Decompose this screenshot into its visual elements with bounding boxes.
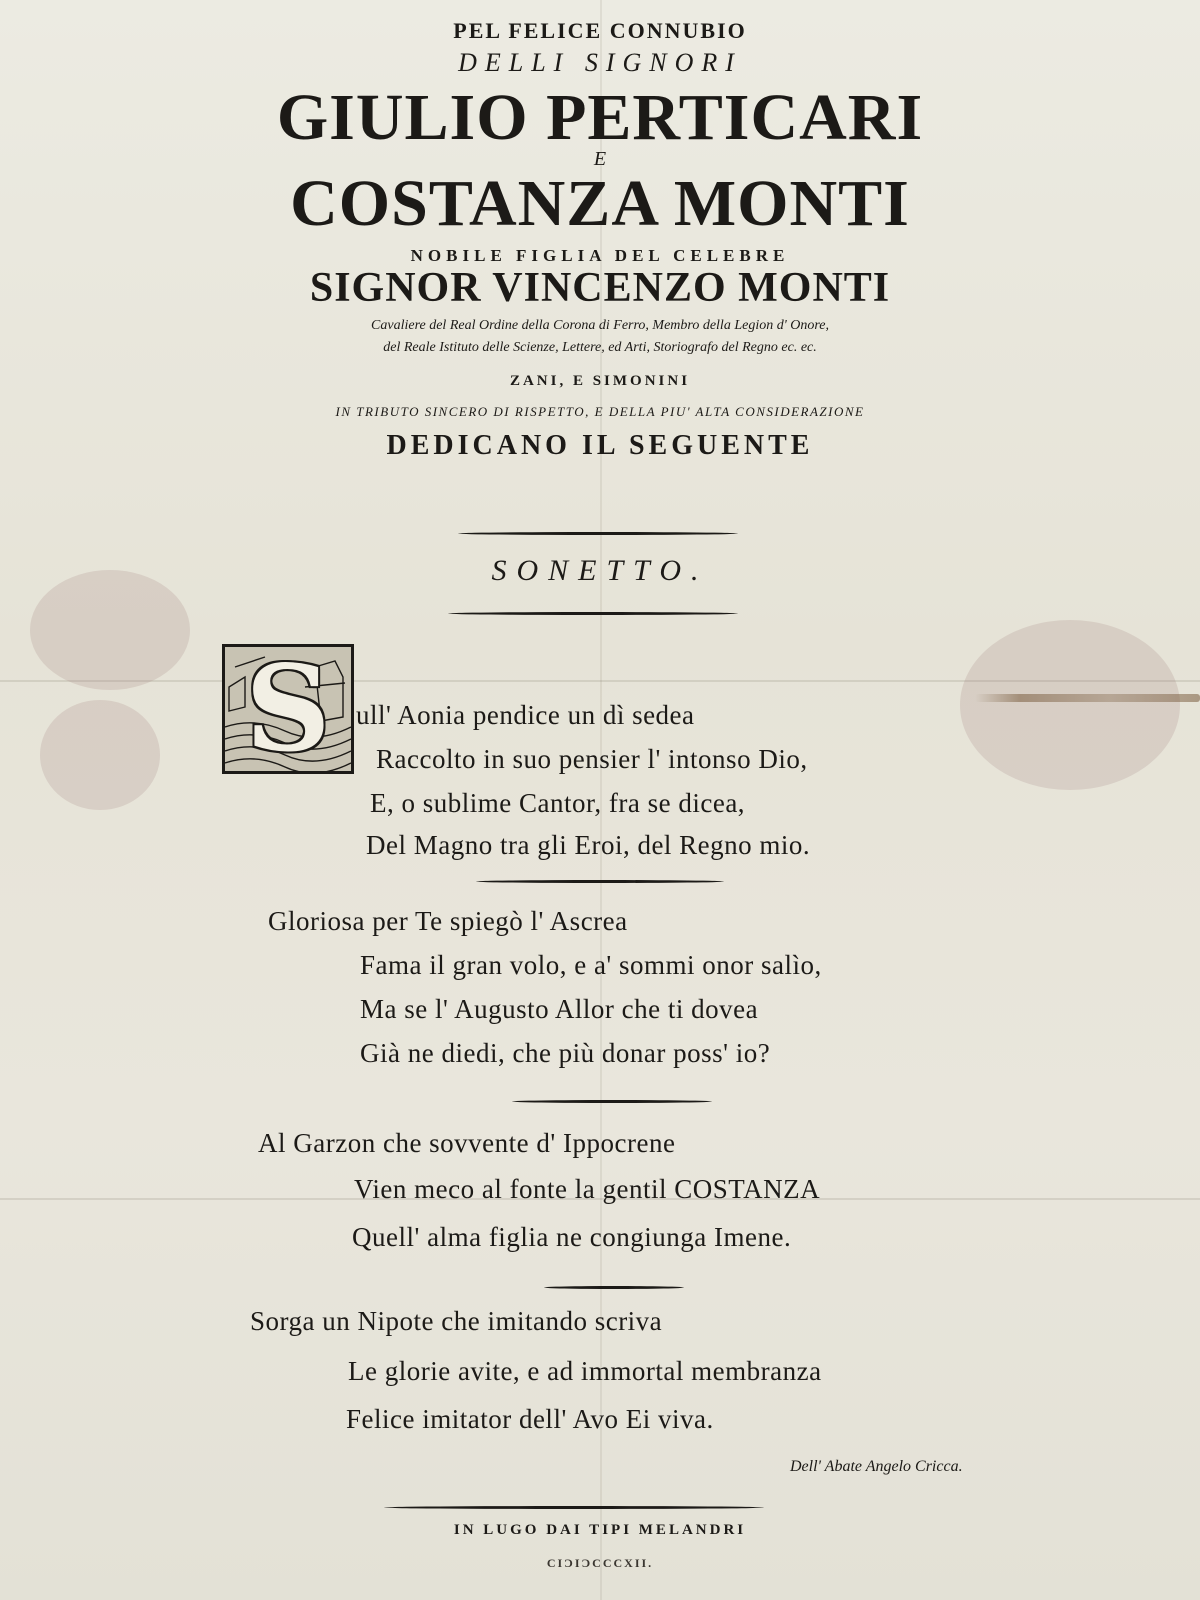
stanza-divider <box>512 1100 712 1103</box>
dedication-line: DEDICANO IL SEGUENTE <box>386 430 814 461</box>
initial-letter: S <box>245 644 331 774</box>
verse-line: Gloriosa per Te spiegò l' Ascrea <box>268 906 628 936</box>
verse-line: Ma se l' Augusto Allor che ti dovea <box>360 994 759 1024</box>
decorated-initial <box>222 644 354 774</box>
header-line-3: NOBILE FIGLIA DEL CELEBRE <box>410 246 790 265</box>
name-vincenzo-monti: SIGNOR VINCENZO MONTI <box>309 265 891 311</box>
verse-line: Del Magno tra gli Eroi, del Regno mio. <box>366 830 811 860</box>
titles-line-1: Cavaliere del Real Ordine della Corona di Ferro, Membro della Legion d' Onore, <box>371 318 829 333</box>
verse-line: Felice imitator dell' Avo Ei viva. <box>346 1404 714 1434</box>
verse-line: Sorga un Nipote che imitando scriva <box>250 1306 663 1336</box>
ornament-rule <box>448 612 738 615</box>
authors-line: ZANI, E SIMONINI <box>509 373 691 389</box>
verse-line: Vien meco al fonte la gentil COSTANZA <box>354 1174 821 1204</box>
verse-line: Fama il gran volo, e a' sommi onor salìo, <box>360 950 822 980</box>
stain <box>960 620 1180 790</box>
ornament-rule <box>458 532 738 535</box>
verse-line: Le glorie avite, e ad immortal membranza <box>348 1356 822 1386</box>
name-costanza-monti: COSTANZA MONTI <box>290 167 910 240</box>
author-signature: Dell' Abate Angelo Cricca. <box>790 1458 963 1475</box>
tribute-line: IN TRIBUTO SINCERO DI RISPETTO, E DELLA PIU' ALTA CONSIDERAZIONE <box>335 404 865 419</box>
footer-rule <box>384 1506 764 1509</box>
header-line-2: DELLI SIGNORI <box>458 48 742 77</box>
conjunction: E <box>593 148 607 170</box>
verse-line: ull' Aonia pendice un dì sedea <box>356 700 695 730</box>
imprint-year: CIƆIƆCCCXII. <box>546 1556 654 1570</box>
verse-line: Al Garzon che sovvente d' Ippocrene <box>258 1128 676 1158</box>
verse-line: Quell' alma figlia ne congiunga Imene. <box>352 1222 792 1252</box>
paper-tear <box>975 694 1200 702</box>
name-giulio-perticari: GIULIO PERTICARI <box>276 81 924 154</box>
printer-imprint: IN LUGO DAI TIPI MELANDRI <box>453 1522 747 1538</box>
titles-line-2: del Reale Istituto delle Scienze, Lettere, ed Arti, Storiografo del Regno ec. ec. <box>383 340 817 355</box>
stain <box>40 700 160 810</box>
stanza-divider <box>476 880 724 883</box>
verse-line: Raccolto in suo pensier l' intonso Dio, <box>376 744 808 774</box>
stanza-divider <box>544 1286 684 1289</box>
stain <box>30 570 190 690</box>
verse-line: E, o sublime Cantor, fra se dicea, <box>370 788 746 818</box>
verse-line: Già ne diedi, che più donar poss' io? <box>360 1038 771 1068</box>
header-line-1: PEL FELICE CONNUBIO <box>453 18 747 43</box>
poem-title: SONETTO. <box>491 554 709 587</box>
